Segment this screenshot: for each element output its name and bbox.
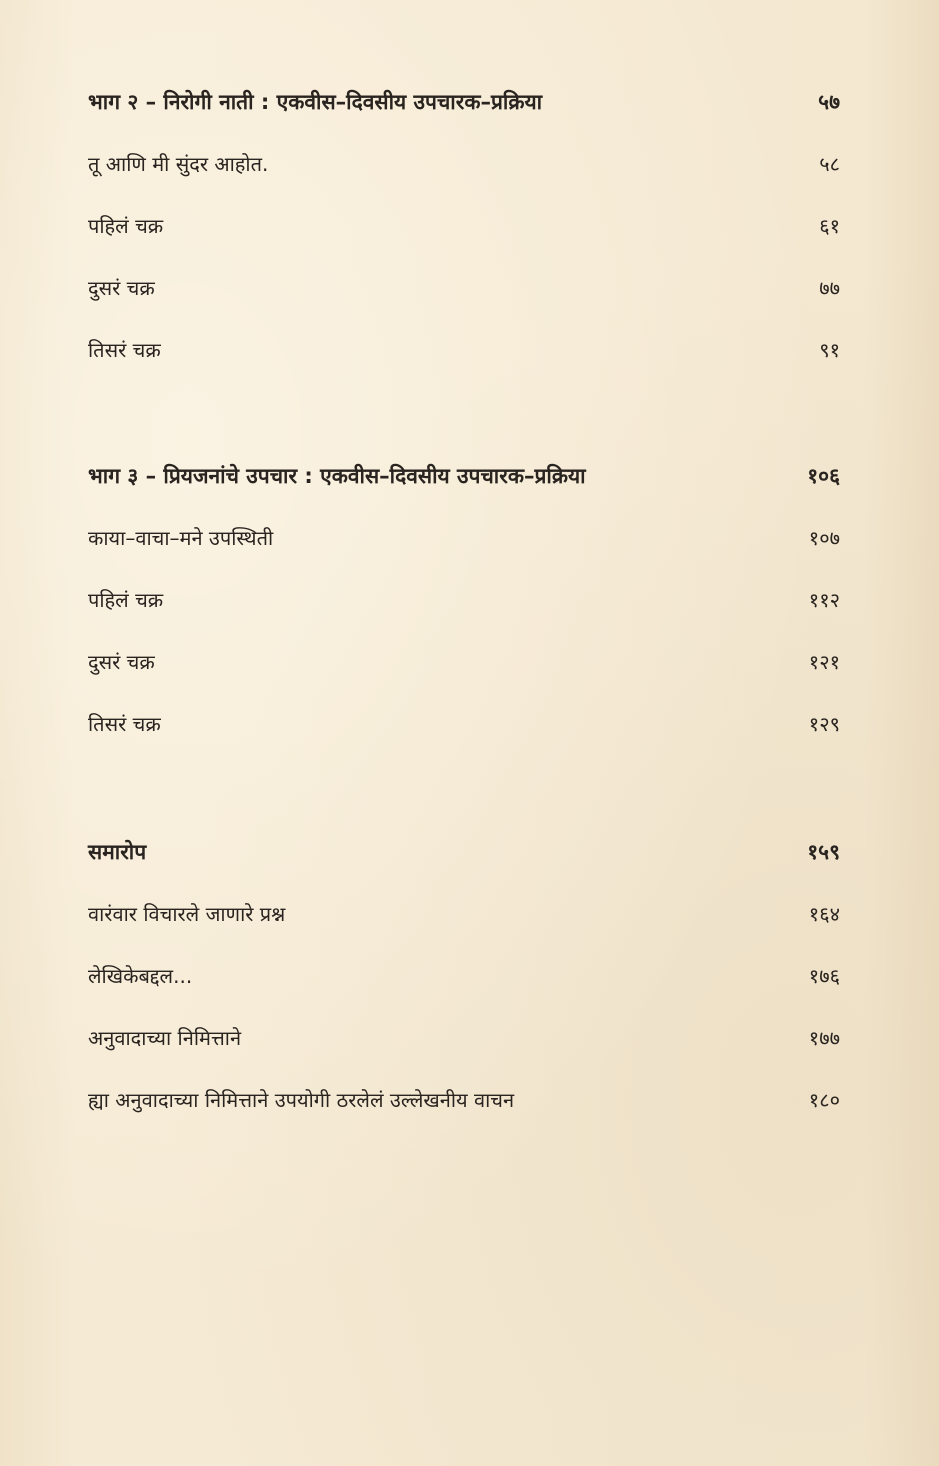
toc-item-title: दुसरं चक्र: [88, 650, 155, 674]
toc-heading-page: १५९: [807, 840, 840, 864]
toc-item-title: काया–वाचा–मने उपस्थिती: [88, 526, 274, 550]
toc-item-title: वारंवार विचारले जाणारे प्रश्न: [88, 902, 286, 926]
toc-heading-part-2: [88, 88, 840, 150]
toc-item-title: तिसरं चक्र: [88, 712, 161, 736]
toc-section-part-3: [88, 462, 840, 772]
toc-item: [88, 212, 840, 274]
toc-item-page: ५८: [819, 152, 840, 176]
toc-item: [88, 648, 840, 710]
toc-item-title: तिसरं चक्र: [88, 338, 161, 362]
toc-item: [88, 524, 840, 586]
toc-item: [88, 586, 840, 648]
toc-item-title: ह्या अनुवादाच्या निमित्ताने उपयोगी ठरलेलं उल्लेखनीय वाचन: [88, 1088, 515, 1112]
toc-item: [88, 336, 840, 398]
toc-heading-page: ५७: [818, 90, 840, 114]
toc-heading-title: भाग २ – निरोगी नाती : एकवीस–दिवसीय उपचारक–प्रक्रिया: [88, 90, 543, 114]
toc-heading-part-3: [88, 462, 840, 524]
toc-heading-title: समारोप: [88, 840, 147, 864]
toc-item-page: १८०: [808, 1088, 840, 1112]
toc-item: [88, 962, 840, 1024]
toc-item: [88, 900, 840, 962]
toc-item-page: १२९: [808, 712, 840, 736]
toc-item-page: १७७: [808, 1026, 840, 1050]
toc-heading-title: भाग ३ – प्रियजनांचे उपचार : एकवीस–दिवसीय उपचारक–प्रक्रिया: [88, 464, 586, 488]
toc-item-page: १२१: [808, 650, 840, 674]
toc-item-page: ६१: [819, 214, 840, 238]
toc-item-title: लेखिकेबद्दल...: [88, 964, 193, 988]
toc-heading-conclusion: [88, 838, 840, 900]
toc-item-title: पहिलं चक्र: [88, 588, 164, 612]
toc-item-title: अनुवादाच्या निमित्ताने: [88, 1026, 242, 1050]
toc-item-page: ९१: [819, 338, 840, 362]
toc-item-page: ७७: [819, 276, 840, 300]
toc-item: [88, 1024, 840, 1086]
toc-item-page: ११२: [808, 588, 840, 612]
toc-item-page: १७६: [808, 964, 840, 988]
toc-item-title: पहिलं चक्र: [88, 214, 164, 238]
toc-item-title: तू आणि मी सुंदर आहोत.: [88, 152, 269, 176]
toc-item-title: दुसरं चक्र: [88, 276, 155, 300]
toc-section-part-2: [88, 88, 840, 398]
toc-item: [88, 274, 840, 336]
toc-section-conclusion: [88, 838, 840, 1148]
toc-item-page: १०७: [808, 526, 840, 550]
toc-item-page: १६४: [808, 902, 840, 926]
toc-item: [88, 150, 840, 212]
toc-item: [88, 710, 840, 772]
toc-heading-page: १०६: [807, 464, 840, 488]
toc-item: [88, 1086, 840, 1148]
